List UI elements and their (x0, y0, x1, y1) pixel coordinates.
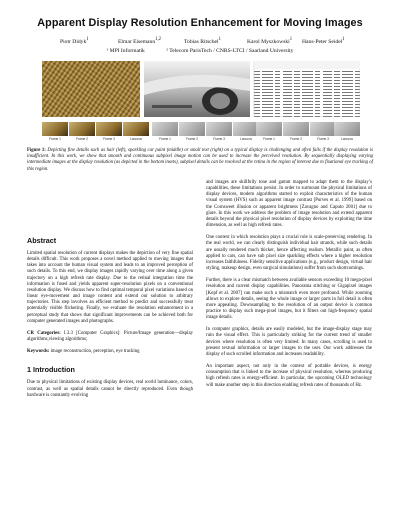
author: Elmar Eisemann$^{1,2}$ (118, 37, 161, 45)
inset-label: Lanczos (240, 137, 252, 141)
body-paragraph: and images are skillfully tone and gamut mapped to adapt them to the display’s capabilities, these limitations persist. In order to surmount the physical limitations of display devices, modern algorithms started to exploit characteristics of the human visual system (HVS) such as apparent image contrast [Purves et al. 1999] based on the Cornsweet illusion or apparent brightness [Zavagno and Caputo 2001] due to glare. In this work we address the problem of image resolution and extend apparent details beyond the physical pixel resolution of display devices by exploiting the time dimension, as well as high refresh rates. (206, 180, 372, 229)
affiliation: ¹ MPI Informatik (106, 48, 145, 54)
body-paragraph: An important aspect, not only in the context of portable devices, is energy consumption that is linked to the increase of physical resolution, whereas producing high refresh rates is energy-efficient. In particular, the upcoming OLED technology will make another step in this direction enabling refresh rates of thousands of Hz. (206, 364, 372, 388)
hair-image (42, 61, 140, 117)
keywords-text: image reconstruction, perception, eye tracking (50, 349, 140, 355)
inset-thumbnail (123, 122, 149, 136)
car-image (144, 61, 250, 117)
ccs-concepts (27, 331, 193, 343)
caption-text: Depicting fine details such as hair (left), sparkling car paint (middle) or small text (right) on a typical display is challenging and often fails if the display resolution is insufficient. In this work, we show that smooth and continuous subpixel image motion can be used to increase the perceived resolution. By sequentially displaying varying intermediate images at the display resolution (as depicted in the bottom insets), subpixel details can be resolved at the retina in the region of interest due to fixational eye tracking of this region. (27, 148, 373, 172)
affiliation: ² Telecom ParisTech / CNRS-LTCI / Saarland University (166, 48, 294, 54)
inset-thumbnail (283, 122, 309, 136)
inset-row (42, 122, 360, 144)
inset-label: Frame 3 (213, 137, 225, 141)
abstract-heading: Abstract (27, 236, 57, 245)
inset-thumbnail (310, 122, 336, 136)
inset-label: Frame 3 (103, 137, 115, 141)
figure-caption (27, 148, 373, 173)
inset-label: Frame 2 (186, 137, 198, 141)
right-column (206, 180, 372, 395)
caption-label: Figure 1: (27, 148, 46, 153)
inset-label: Frame 1 (263, 137, 275, 141)
inset-label: Frame 3 (317, 137, 329, 141)
intro-paragraph: Due to physical limitations of existing display devices, real world luminance, colors, contrast, as well as spatial details cannot be directly reproduced. Even though hardware is constantly evolving (27, 380, 193, 398)
inset-thumbnail (206, 122, 232, 136)
teaser-figure (42, 61, 360, 122)
inset-thumbnail (96, 122, 122, 136)
body-paragraph: Further, there is a clear mismatch between available sensors exceeding 10 mega-pixel resolution and current display capabilities. Panorama stitching or Gigapixel images [Kopf et al. 2007] can make such a mismatch even more profound. While zooming allows to explore details, seeing the whole image or larger parts in full detail is often more appealing. Downsampling to the resolution of an output device is common practice to display such mega-pixel images, but it filters out high-frequency spatial image details. (206, 278, 372, 321)
inset-thumbnail (42, 122, 68, 136)
inset-label: Lanczos (341, 137, 353, 141)
body-paragraph: One context in which resolution plays a crucial role is scale-preserving rendering. In the real world, we can clearly distinguish individual hair strands, while such details are usually rendered much thicker, hence affecting realism. Metallic paint, as often applied to cars, can have sub pixel size sparkling effects where a higher resolution increases faithfulness. Fidelity sensitive applications (e.g., product design, virtual hair styling, makeup design, even surgical simulations) suffer from such shortcomings. (206, 235, 372, 272)
inset-label: Frame 1 (49, 137, 61, 141)
inset-thumbnail (69, 122, 95, 136)
inset-thumbnail (334, 122, 360, 136)
author: Karol Myszkowski$^1$ (247, 37, 293, 45)
inset-label: Lanczos (130, 137, 142, 141)
ccs-label: CR Categories: (27, 330, 61, 336)
text-image (254, 61, 360, 117)
author: Piotr Didyk$^1$ (60, 37, 89, 45)
body-paragraph: In computer graphics, details are easily modeled, but the image-display stage may ruin the visual effect. This is particularly striking for the current trend of smaller devices where resolution is often very limited. In many cases, scrolling is used to present textual information or larger images to the user. Our work addresses the display of such scrolled information and increases readability. (206, 327, 372, 357)
affiliations (0, 48, 400, 54)
teaser-images (42, 61, 360, 117)
intro-heading: 1 Introduction (27, 365, 75, 375)
inset-thumbnail (256, 122, 282, 136)
inset-label: Frame 2 (290, 137, 302, 141)
ccs-text: I.3.3 [Computer Graphics]: Picture/Image generation—display algorithms,viewing algorithms; (27, 330, 193, 343)
keywords-label: Keywords: (27, 349, 50, 355)
paper-title: Apparent Display Resolution Enhancement for Moving Images (37, 17, 363, 29)
author: Tobias Ritschel$^1$ (184, 37, 221, 45)
inset-thumbnail (179, 122, 205, 136)
inset-label: Frame 1 (159, 137, 171, 141)
keywords (27, 349, 193, 355)
inset-label: Frame 2 (76, 137, 88, 141)
left-column (27, 188, 193, 405)
inset-thumbnail (152, 122, 178, 136)
abstract-body: Limited spatial resolution of current displays makes the depiction of very fine spatial details difficult. This work proposes a novel method applied to moving images that takes into account the human visual system and leads to an improved perception of such details. To this end, we display images rapidly varying over time along a given trajectory on a high refresh rate display. Due to the retinal integration time the information is fused and yields apparent super-resolution pixels on a conventional resolution display. We discuss how to find optimal temporal pixel variations based on linear eye-movement and image content and extend our solution to arbitrary trajectories. This step involves an efficient method to predict and successfully treat potentially visible flickering. Finally, we evaluate the resolution enhancement in a perceptual study that shows that significant improvements can be achieved both for computer generated images and photographs. (27, 251, 193, 324)
author: Hans-Peter Seidel$^1$ (302, 37, 345, 45)
